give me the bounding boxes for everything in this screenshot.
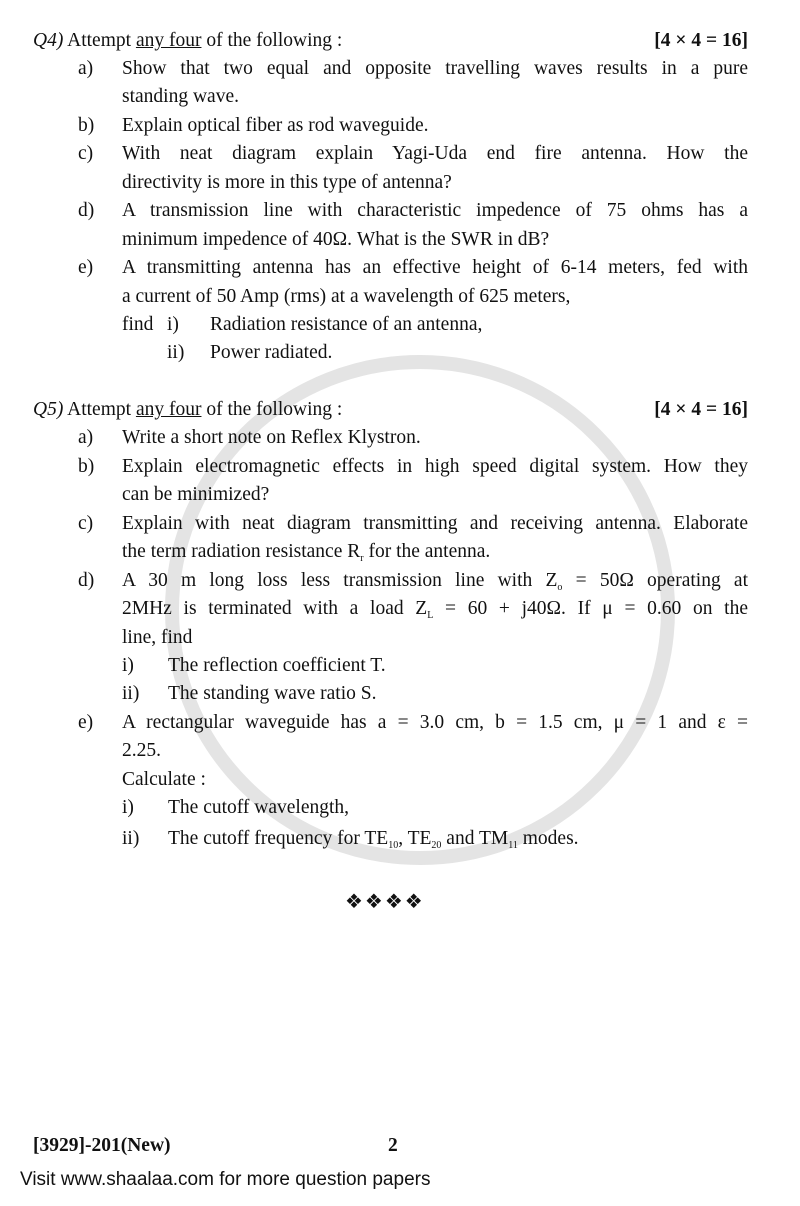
q4d-line2: minimum impedence of 40Ω. What is the SWR in dB? bbox=[122, 229, 550, 250]
q4a-line1: Show that two equal and opposite travelling waves results in a pure bbox=[122, 58, 748, 79]
q4-post: of the following : bbox=[201, 30, 343, 51]
q4e-i-label: i) bbox=[167, 314, 179, 335]
q4-marks: [4 × 4 = 16] bbox=[654, 30, 748, 51]
q4a-line2: standing wave. bbox=[122, 86, 239, 107]
q5e-ii-d: modes. bbox=[517, 828, 579, 849]
q5c-text-b: for the antenna. bbox=[363, 541, 491, 562]
footer-visit-note: Visit www.shaalaa.com for more question papers bbox=[20, 1169, 431, 1190]
q4e-ii-label: ii) bbox=[167, 342, 185, 363]
page-number: 2 bbox=[388, 1135, 398, 1156]
q5d-l2-sub: L bbox=[427, 610, 434, 621]
q4e-line2: a current of 50 Amp (rms) at a wavelength of 625 meters, bbox=[122, 286, 571, 307]
paper-code: [3929]-201(New) bbox=[33, 1135, 171, 1156]
q4-heading bbox=[33, 29, 342, 53]
q5d-l2-b: = 60 + j40Ω. If μ = 0.60 on the bbox=[433, 598, 748, 619]
end-of-paper-mark: ❖❖❖❖ bbox=[345, 891, 425, 913]
q4c-line2: directivity is more in this type of antenna? bbox=[122, 172, 452, 193]
q5b-line1: Explain electromagnetic effects in high speed digital system. How they bbox=[122, 456, 748, 477]
q5d-line1 bbox=[122, 569, 748, 593]
q5e-label: e) bbox=[78, 712, 94, 733]
q4d-label: d) bbox=[78, 200, 95, 221]
q4e-ii-text: Power radiated. bbox=[210, 342, 333, 363]
q4a-label: a) bbox=[78, 58, 94, 79]
q5c-label: c) bbox=[78, 513, 94, 534]
q5e-line1: A rectangular waveguide has a = 3.0 cm, b = 1.5 cm, μ = 1 and ε = bbox=[122, 712, 748, 733]
q5a-label: a) bbox=[78, 427, 94, 448]
q5e-ii-sub3: 11 bbox=[508, 840, 518, 851]
q5d-l1-sub: o bbox=[557, 582, 563, 593]
q5e-ii-b: , TE bbox=[398, 828, 432, 849]
q5d-ii-label: ii) bbox=[122, 683, 140, 704]
q5d-label: d) bbox=[78, 570, 95, 591]
q5c-text-a: the term radiation resistance R bbox=[122, 541, 361, 562]
q5c-sub: r bbox=[360, 553, 364, 564]
q5-any: any four bbox=[135, 399, 202, 420]
q4d-line1: A transmission line with characteristic impedence of 75 ohms has a bbox=[122, 200, 748, 221]
q4-pre: Attempt bbox=[67, 30, 136, 51]
q5d-ii-text: The standing wave ratio S. bbox=[168, 683, 377, 704]
q5e-line2: 2.25. bbox=[122, 740, 161, 761]
q5-heading bbox=[33, 398, 342, 422]
q4e-i-text: Radiation resistance of an antenna, bbox=[210, 314, 483, 335]
q5a-line1: Write a short note on Reflex Klystron. bbox=[122, 427, 421, 448]
q5d-l2-a: 2MHz is terminated with a load Z bbox=[122, 598, 428, 619]
q5d-l1-a: A 30 m long loss less transmission line with Z bbox=[122, 570, 558, 591]
q5b-line2: can be minimized? bbox=[122, 484, 270, 505]
q4-any: any four bbox=[135, 30, 202, 51]
q4e-find: find bbox=[122, 314, 154, 335]
q5e-i-label: i) bbox=[122, 797, 134, 818]
q5e-ii-a: The cutoff frequency for TE bbox=[168, 828, 389, 849]
q4c-line1: With neat diagram explain Yagi-Uda end fire antenna. How the bbox=[122, 143, 748, 164]
q5e-ii-label: ii) bbox=[122, 828, 140, 849]
q5c-line1: Explain with neat diagram transmitting and receiving antenna. Elaborate bbox=[122, 513, 748, 534]
q4e-label: e) bbox=[78, 257, 94, 278]
q4b-label: b) bbox=[78, 115, 95, 136]
q5e-ii-text bbox=[168, 827, 579, 851]
q5d-i-text: The reflection coefficient T. bbox=[168, 655, 386, 676]
q5-post: of the following : bbox=[201, 399, 343, 420]
q5b-label: b) bbox=[78, 456, 95, 477]
q5e-ii-sub1: 10 bbox=[388, 840, 399, 851]
q5d-i-label: i) bbox=[122, 655, 134, 676]
q5e-line3: Calculate : bbox=[122, 769, 206, 790]
q5d-line3: line, find bbox=[122, 627, 193, 648]
q5e-ii-sub2: 20 bbox=[431, 840, 442, 851]
q5-marks: [4 × 4 = 16] bbox=[654, 399, 748, 420]
q5-pre: Attempt bbox=[67, 399, 136, 420]
q5c-line2 bbox=[122, 540, 490, 564]
q5e-i-text: The cutoff wavelength, bbox=[168, 797, 350, 818]
q4e-line1: A transmitting antenna has an effective height of 6-14 meters, fed with bbox=[122, 257, 748, 278]
q4b-line1: Explain optical fiber as rod waveguide. bbox=[122, 115, 429, 136]
q5d-l1-b: = 50Ω operating at bbox=[562, 570, 749, 591]
q5-number: Q5) bbox=[33, 399, 64, 420]
q5d-line2 bbox=[122, 597, 748, 621]
q5e-ii-c: and TM bbox=[441, 828, 509, 849]
q4c-label: c) bbox=[78, 143, 94, 164]
q4-number: Q4) bbox=[33, 30, 64, 51]
